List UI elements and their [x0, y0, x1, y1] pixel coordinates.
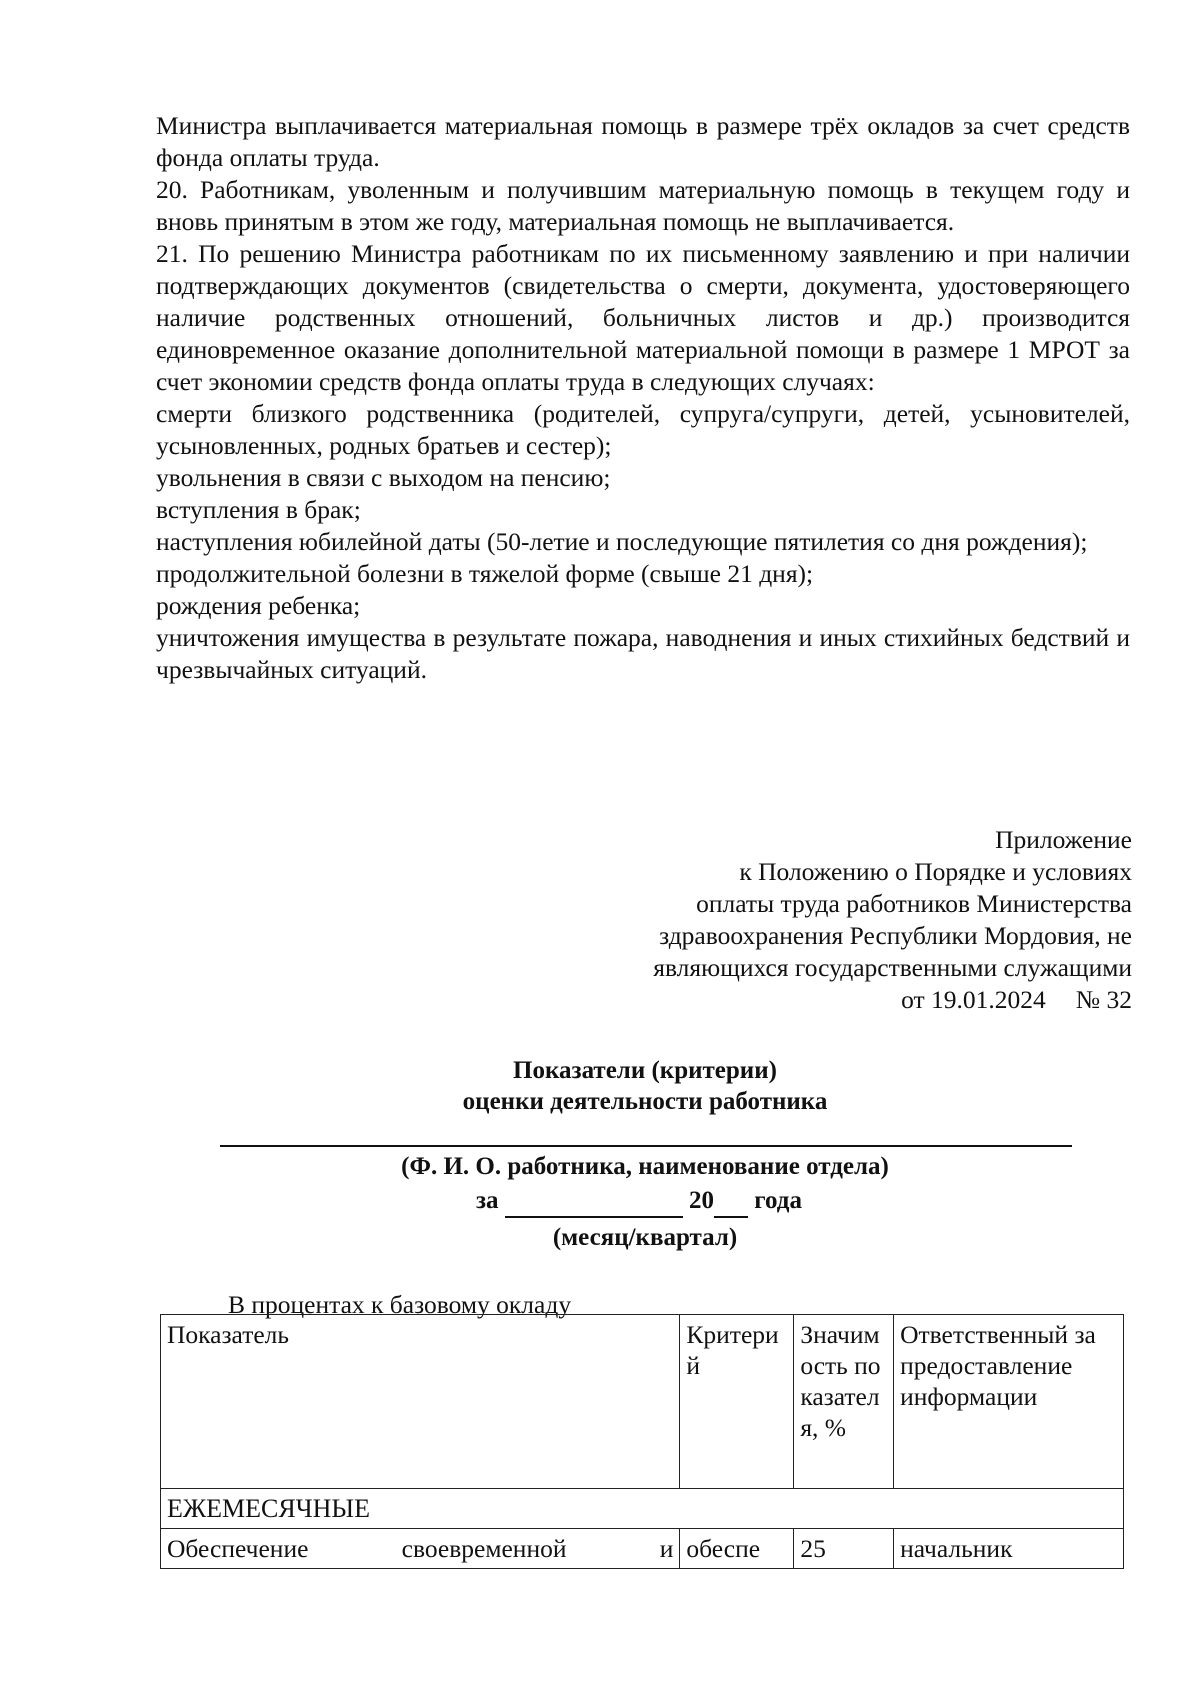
appendix-number: № 32	[1075, 985, 1132, 1014]
period-line	[476, 1185, 802, 1218]
criteria-table	[160, 1314, 1124, 1569]
cell-indicator	[161, 1529, 680, 1569]
period-suffix: года	[754, 1187, 802, 1214]
indicator-word: Обеспечение	[167, 1534, 309, 1563]
paragraph-20: 20. Работникам, уволенным и получившим материальную помощь в текущем году и вновь принятым в этом же году, материальная помощь не выплачивается.	[156, 175, 1130, 236]
cell-responsible: начальник	[894, 1529, 1124, 1569]
section-label: ЕЖЕМЕСЯЧНЫЕ	[161, 1489, 1124, 1529]
year-prefix: 20	[689, 1187, 715, 1214]
fio-blank-line	[220, 1145, 1072, 1147]
table-row	[161, 1529, 1124, 1569]
header-weight: Значимость показателя, %	[794, 1315, 894, 1489]
case-relative-death: смерти близкого родственника (родителей, супруга/супруги, детей, усыновителей, усыновленных, родных братьев и сестер);	[156, 399, 1130, 460]
appendix-date: от 19.01.2024	[901, 985, 1046, 1014]
fio-caption: (Ф. И. О. работника, наименование отдела)	[401, 1153, 889, 1180]
case-childbirth: рождения ребенка;	[156, 591, 361, 620]
appendix-line: являющихся государственными служащими	[653, 953, 1132, 982]
case-illness: продолжительной болезни в тяжелой форме (свыше 21 дня);	[156, 559, 814, 588]
appendix-date-line	[653, 984, 1132, 1016]
table-header-row	[161, 1315, 1124, 1489]
section-heading	[0, 1055, 1200, 1117]
appendix-title: Приложение	[995, 825, 1132, 854]
percent-note: В процентах к базовому окладу	[228, 1290, 572, 1319]
period-prefix: за	[476, 1187, 499, 1214]
cell-weight: 25	[794, 1529, 894, 1569]
header-criterion: Критерий	[680, 1315, 794, 1489]
month-blank	[505, 1185, 683, 1218]
case-anniversary: наступления юбилейной даты (50-летие и последующие пятилетия со дня рождения);	[156, 527, 1088, 556]
cell-criterion: обеспе	[680, 1529, 794, 1569]
month-caption: (месяц/квартал)	[552, 1224, 738, 1251]
appendix-line: к Положению о Порядке и условиях	[739, 857, 1132, 886]
header-responsible: Ответственный за предоставление информации	[894, 1315, 1124, 1489]
paragraph-material-aid: Министра выплачивается материальная помощь в размере трёх окладов за счет средств фонда оплаты труда.	[156, 111, 1130, 172]
appendix-line: здравоохранения Республики Мордовия, не	[659, 921, 1132, 950]
year-blank	[714, 1185, 748, 1218]
indicator-word: и	[659, 1534, 674, 1563]
paragraph-21: 21. По решению Министра работникам по их письменному заявлению и при наличии подтверждающих документов (свидетельства о смерти, документа, удостоверяющего наличие родственных отношений, больничных листов и др.) производится единовременное оказание дополнительной материальной помощи в размере 1 МРОТ за счет экономии средств фонда оплаты труда в следующих случаях:	[156, 239, 1130, 396]
case-retirement: увольнения в связи с выходом на пенсию;	[156, 463, 611, 492]
body-text	[156, 110, 1130, 686]
case-property-loss: уничтожения имущества в результате пожара, наводнения и иных стихийных бедствий и чрезвычайных ситуаций.	[156, 623, 1130, 684]
heading-line-2: оценки деятельности работника	[462, 1088, 828, 1115]
section-row-monthly	[161, 1489, 1124, 1529]
header-indicator: Показатель	[161, 1315, 680, 1489]
indicator-word: своевременной	[401, 1534, 567, 1563]
appendix-line: оплаты труда работников Министерства	[696, 889, 1132, 918]
case-marriage: вступления в брак;	[156, 495, 361, 524]
heading-line-1: Показатели (критерии)	[513, 1057, 777, 1084]
appendix-block	[653, 824, 1132, 1016]
